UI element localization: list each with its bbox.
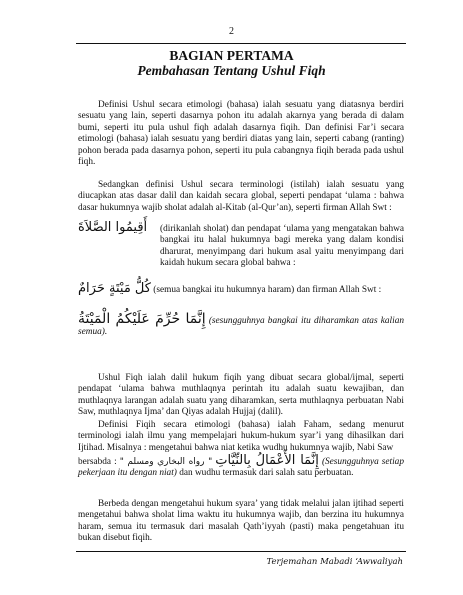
header-rule	[76, 43, 406, 44]
hadith-narrator-arabic: " رواه البخاري ومسلم "	[119, 457, 213, 467]
bersabda-text: bersabda :	[78, 457, 117, 467]
paragraph-qathiyyah: Berbeda dengan mengetahui hukum syara’ yang tidak melalui jalan ijtihad seperti mengetahui bahwa sholat lima waktu itu hukumnya wajib, dan berzina itu hukumnya haram, semua itu termasuk dari masalah Qath’iyyah (pasti) maka pengetahuan itu bukan disebut fiqih.	[78, 499, 404, 544]
running-footer: Terjemahan Mabadi ‘Awwaliyah	[266, 557, 403, 567]
paragraph-dirikanlah-first	[160, 224, 404, 270]
paragraph-terminology: Sedangkan definisi Ushul secara terminologi (istilah) ialah sesuatu yang diucapkan atas dasar dalil dan kaidah secara global, seperti pendapat ‘ulama : bahwa dasar hukumnya wajib sholat adalah al-Kitab (al-Qur’an), seperti firman Allah Swt :	[78, 180, 404, 213]
verse-line-3	[78, 311, 405, 344]
sesungguhnya-bangkai-text: (sesungguhnya bangkai itu diharamkan atas kalian semua).	[78, 316, 405, 338]
arabic-kullu-maitatin: كُلُّ مَيْتَةٍ حَرَامٌ	[78, 281, 151, 296]
wudhu-text: dan wudhu termasuk dari salah satu perbuatan.	[179, 468, 354, 479]
arabic-innama-hurrima: إِنَّمَا حُرِّمَ عَلَيْكُمُ الْمَيْتَةُ	[78, 311, 206, 327]
semua-bangkai-text: (semua bangkai itu hukumnya haram) dan firman Allah Swt :	[153, 285, 382, 295]
footer-rule	[76, 551, 406, 552]
paragraph-ushul-definition: Definisi Ushul secara etimologi (bahasa) ialah sesuatu yang diatasnya berdiri sesuatu yang lain, seperti dasarnya pohon itu adalah akarnya yang berada di dalam bumi, seperti itu pula ushul fiqh adalah dasarnya fiqih. Dan definisi Far’i secara etimologi (bahasa) ialah sesuatu yang berdiri diatas yang lain, seperti cabang (ranting) pohon berada pada dasarnya pohon, seperti itu pula cabangnya fiqih berada pada ushul fiqh.	[78, 100, 404, 168]
dirikanlah-text: (dirikanlah sholat) dan pendapat ‘ulama yang mengatakan bahwa bangkai itu halal hukumnya bagi mereka yang dalam kondisi dharurat, menyimpang dari hukum asal yaitu menyimpang dari kaidah hukum secara global bahwa :	[160, 224, 404, 269]
hadith-translation: (Sesungguhnya setiap pekerjaan itu dengan niat)	[78, 457, 404, 479]
paragraph-ushul-fiqh: Ushul Fiqh ialah dalil hukum fiqih yang dibuat secara global/ijmal, seperti pendapat ‘ulama bahwa muthlaqnya perintah itu adalah suatu kewajiban, dan muthlaqnya larangan adalah suatu yang diharamkan, serta muthlaqnya perbuatan Nabi Saw, muthlaqnya Ijma’ dan Qiyas adalah Hujjaj (dalil).	[78, 373, 404, 418]
chapter-subtitle: Pembahasan Tentang Ushul Fiqh	[137, 63, 326, 78]
arabic-verse-aqimu: أَقِيمُوا الصَّلاَةَ	[78, 220, 148, 235]
hadith-line	[78, 455, 404, 480]
paragraph-fiqih-definition: Definisi Fiqih secara etimologi (bahasa) ialah Faham, sedang menurut terminologi ialah ilmu yang mempelajari hukum-hukum syar’i yang dihasilkan dari Ijtihad. Misalnya : mengetahui bahwa niat ketika wudhu hukumnya wajib, Nabi Saw	[78, 420, 404, 453]
page-number: 2	[229, 26, 234, 37]
verse-line-2	[78, 283, 404, 313]
hadith-innamal-amal: إِنَّمَا الأَعْمَالُ بِالنِّيَّاتِ	[215, 453, 319, 468]
chapter-title: BAGIAN PERTAMA	[169, 48, 294, 63]
